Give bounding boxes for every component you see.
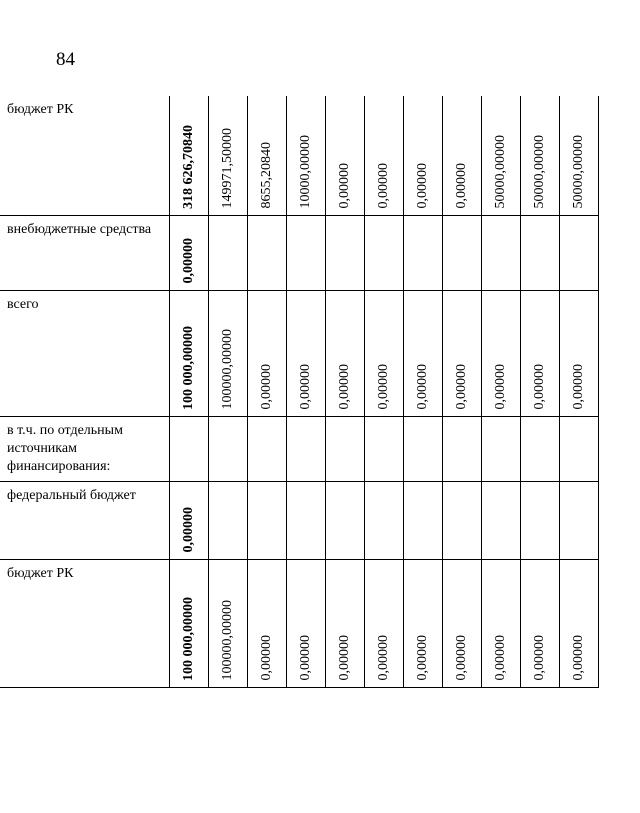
year-value-cell [520,481,559,559]
year-value-cell [325,96,364,215]
year-value-cell [208,290,247,416]
year-value: 0,00000 [375,163,391,209]
year-value-cell [325,559,364,687]
year-value-cell [442,481,481,559]
table-row [0,290,598,416]
year-value: 0,00000 [453,364,469,410]
year-value-cell [481,481,520,559]
row-total-cell [169,416,208,481]
year-value-cell [520,215,559,290]
year-value-cell [403,290,442,416]
row-total-cell [169,215,208,290]
year-value: 0,00000 [453,635,469,681]
row-label: всего [0,290,169,416]
year-value-cell [559,290,598,416]
year-value: 0,00000 [297,364,313,410]
year-value: 0,00000 [375,635,391,681]
year-value: 50000,00000 [492,135,508,209]
year-value-cell [481,96,520,215]
year-value: 0,00000 [492,635,508,681]
year-value-cell [325,416,364,481]
row-total-cell [169,559,208,687]
row-label: внебюджетные средства [0,215,169,290]
year-value-cell [559,481,598,559]
year-value: 100000,00000 [219,600,235,681]
year-value-cell [286,481,325,559]
year-value: 0,00000 [414,364,430,410]
year-value-cell [364,96,403,215]
year-value-cell [403,96,442,215]
year-value-cell [286,215,325,290]
year-value: 0,00000 [414,635,430,681]
year-value-cell [559,416,598,481]
year-value-cell [442,559,481,687]
year-value-cell [325,215,364,290]
year-value-cell [442,215,481,290]
year-value-cell [247,215,286,290]
year-value: 0,00000 [570,635,586,681]
year-value-cell [208,481,247,559]
year-value-cell [520,290,559,416]
year-value: 0,00000 [531,635,547,681]
year-value-cell [247,96,286,215]
table-row [0,416,598,481]
year-value: 0,00000 [258,635,274,681]
year-value-cell [286,559,325,687]
year-value-cell [325,481,364,559]
row-total: 100 000,00000 [180,596,196,681]
year-value-cell [403,416,442,481]
year-value-cell [520,96,559,215]
row-label: в т.ч. по отдельным источникам финансирования: [0,416,169,481]
year-value: 0,00000 [570,364,586,410]
year-value: 149971,50000 [219,128,235,209]
year-value-cell [247,481,286,559]
row-total: 0,00000 [180,238,196,284]
year-value-cell [442,96,481,215]
budget-table [0,96,599,688]
year-value-cell [364,416,403,481]
year-value-cell [364,559,403,687]
year-value-cell [559,559,598,687]
year-value: 0,00000 [453,163,469,209]
year-value-cell [247,559,286,687]
row-total: 100 000,00000 [180,325,196,410]
year-value: 100000,00000 [219,329,235,410]
year-value-cell [481,290,520,416]
year-value-cell [442,290,481,416]
year-value: 0,00000 [336,364,352,410]
year-value: 0,00000 [336,163,352,209]
table-row [0,559,598,687]
year-value-cell [247,416,286,481]
year-value-cell [481,559,520,687]
year-value: 0,00000 [297,635,313,681]
year-value: 50000,00000 [570,135,586,209]
year-value-cell [247,290,286,416]
year-value-cell [520,559,559,687]
year-value: 0,00000 [258,364,274,410]
year-value-cell [286,416,325,481]
year-value-cell [403,215,442,290]
year-value-cell [442,416,481,481]
row-total-cell [169,96,208,215]
year-value-cell [481,416,520,481]
row-total: 318 626,70840 [180,124,196,209]
year-value: 10000,00000 [297,135,313,209]
table-row [0,96,598,215]
year-value-cell [403,481,442,559]
year-value-cell [208,559,247,687]
row-total-cell [169,290,208,416]
row-total-cell [169,481,208,559]
year-value: 0,00000 [336,635,352,681]
year-value-cell [481,215,520,290]
table-row [0,481,598,559]
year-value-cell [208,215,247,290]
page-number: 84 [56,49,75,70]
table-row [0,215,598,290]
year-value: 0,00000 [531,364,547,410]
year-value-cell [559,215,598,290]
year-value-cell [364,481,403,559]
year-value: 8655,20840 [258,142,274,209]
year-value: 0,00000 [375,364,391,410]
year-value: 0,00000 [414,163,430,209]
year-value-cell [403,559,442,687]
row-label: бюджет РК [0,559,169,687]
year-value-cell [364,215,403,290]
year-value-cell [325,290,364,416]
row-label: бюджет РК [0,96,169,215]
row-label: федеральный бюджет [0,481,169,559]
year-value-cell [208,96,247,215]
year-value-cell [520,416,559,481]
year-value-cell [286,96,325,215]
year-value: 50000,00000 [531,135,547,209]
row-total: 0,00000 [180,507,196,553]
year-value-cell [559,96,598,215]
year-value-cell [286,290,325,416]
year-value-cell [364,290,403,416]
year-value: 0,00000 [492,364,508,410]
year-value-cell [208,416,247,481]
